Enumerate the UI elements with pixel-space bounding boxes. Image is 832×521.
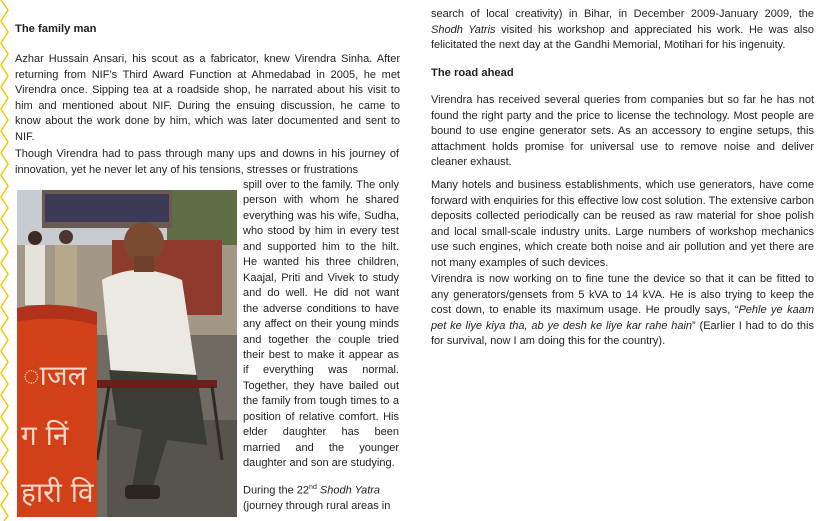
photo-sign-text-3: हारी वि bbox=[21, 476, 94, 509]
paragraph-journey: Though Virendra had to pass through many ups and downs in his journey of innovation, yet he never let any of his tensions, stresses or frustrations bbox=[15, 148, 399, 176]
paragraph-fine-tune bbox=[431, 272, 814, 350]
paragraph-shodh-yatra bbox=[243, 480, 399, 515]
shodh-yatra-text-a: During the 22 bbox=[243, 484, 310, 497]
section-heading-family-man: The family man bbox=[15, 23, 97, 35]
paragraph-enquiries: Many hotels and business establishments, which use generators, have come forward with enquiries for this effective low cost solution. The extensive carbon deposits collected periodically can be reused as raw material for shoe polish and local small-scale industry units. Large numbers of workshop mechanics use such engines, which create both noise and air pollution and yet there are not many examples of such devices. bbox=[431, 179, 814, 269]
photo-sign-text-2: ग निं bbox=[21, 419, 69, 452]
fine-tune-quote: Pehle ye kaam pet ke liye kiya tha, ab ye desh ke liye kar rahe hain bbox=[431, 304, 814, 332]
ordinal-suffix: nd bbox=[309, 484, 317, 491]
continuation-text-b: visited his workshop and appreciated his work. He was also felicitated the next day at the Gandhi Memorial, Motihari for his ingenuity. bbox=[431, 23, 814, 51]
photo-sign-text-1: ाजल bbox=[23, 359, 87, 392]
fine-tune-text-b: ” (Earlier I had to do this for survival, now I am doing this for the country). bbox=[431, 319, 814, 347]
fine-tune-text-a: Virendra is now working on to fine tune the device so that it can be fitted to any generators/gensets from 5 kVA to 14 kVA. He is also trying to keep the cost down, to enable its maximum usage. He proudly says, “ bbox=[431, 273, 814, 316]
section-heading-road-ahead: The road ahead bbox=[431, 67, 514, 79]
paragraph-scout: Azhar Hussain Ansari, his scout as a fabricator, knew Virendra Sinha. After returning from NIF’s Third Award Function at Ahmedabad in 2005, he met Virendra once. Sipping tea at a roadside shop, he narrated about his visit to him and mentioned about NIF. During the ensuing discussion, he came to know about the work done by him, which was later documented and sent to NIF. bbox=[15, 53, 400, 143]
paragraph-queries: Virendra has received several queries from companies but so far he has not found the right party and the price to license the technology. Most people are bound to use engine generator sets. As an accessory to engine setups, this attachment holds promise for universal use to remove noise and deliver cleaner exhaust. bbox=[431, 94, 814, 168]
paragraph-continuation bbox=[431, 7, 814, 54]
shodh-yatra-text-b: (journey through rural areas in bbox=[243, 500, 391, 513]
paragraph-family-support: spill over to the family. The only person with whom he shared everything was his wife, Sudha, who stood by him in every test and supported him to the hilt. He wanted his three children, Kaajal, Priti and Vivek to study and do well. He did not want the adverse conditions to have any affect on their young minds and together the couple tried their best to make it appear as if everything was normal. Together, they have bailed out the family from tough times to a position of relative comfort. His elder daughter has been married and the younger daughter and son are studying. bbox=[243, 179, 399, 470]
continuation-text-a: search of local creativity) in Bihar, in December 2009-January 2009, the bbox=[431, 8, 814, 20]
shodh-yatra-emphasis: Shodh Yatra bbox=[319, 484, 381, 497]
photo-virendra-seated bbox=[17, 190, 237, 517]
photo-illustration bbox=[17, 190, 237, 517]
continuation-emphasis: Shodh Yatris bbox=[431, 23, 496, 36]
zigzag-border bbox=[0, 0, 12, 521]
